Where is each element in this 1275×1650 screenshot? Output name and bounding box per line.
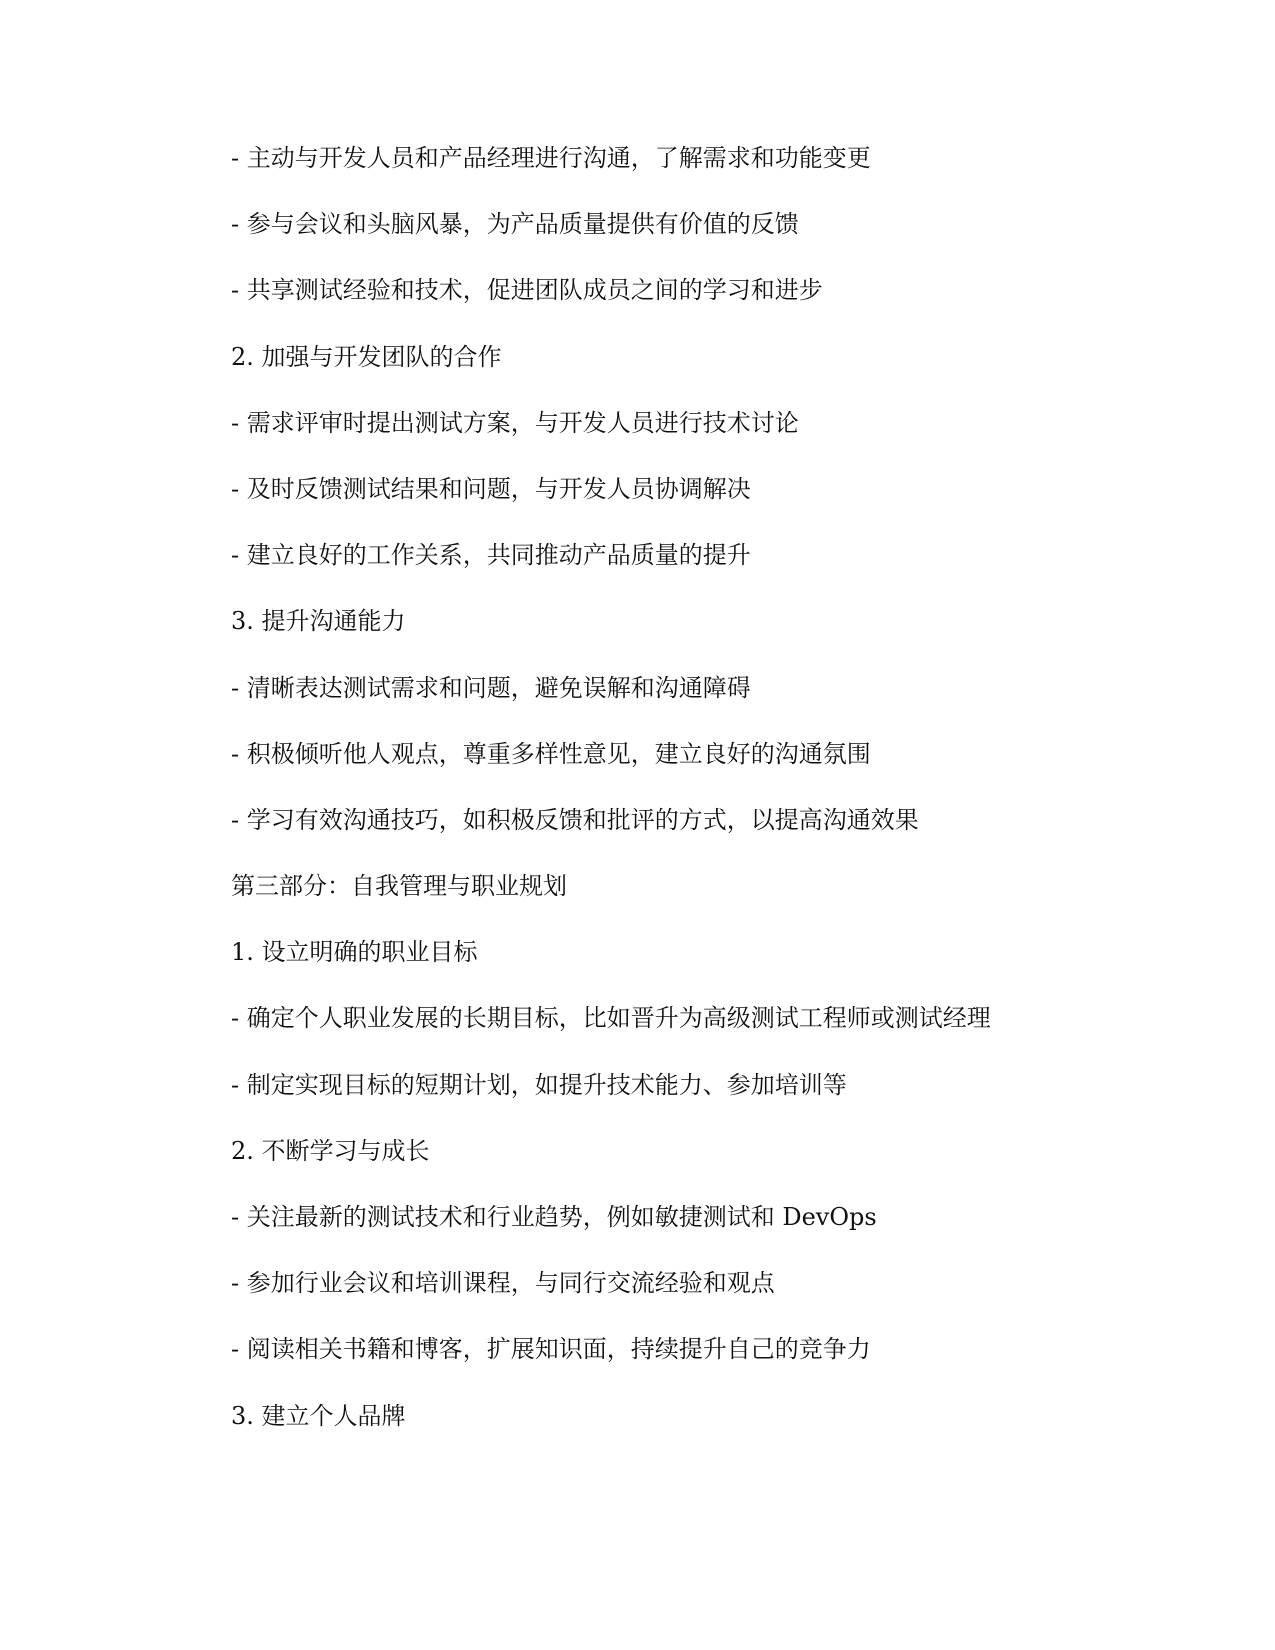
body-line: - 共享测试经验和技术，促进团队成员之间的学习和进步: [231, 276, 823, 305]
body-line: - 关注最新的测试技术和行业趋势，例如敏捷测试和 DevOps: [231, 1203, 877, 1231]
section-heading: 2. 不断学习与成长: [231, 1136, 430, 1165]
body-line: - 学习有效沟通技巧，如积极反馈和批评的方式，以提高沟通效果: [231, 805, 919, 834]
part-heading: 第三部分：自我管理与职业规划: [231, 872, 567, 901]
section-heading: 3. 提升沟通能力: [231, 607, 406, 636]
body-line: - 及时反馈测试结果和问题，与开发人员协调解决: [231, 474, 751, 503]
body-line: - 确定个人职业发展的长期目标，比如晋升为高级测试工程师或测试经理: [231, 1004, 991, 1033]
body-line: - 参与会议和头脑风暴，为产品质量提供有价值的反馈: [231, 210, 799, 239]
body-line: - 参加行业会议和培训课程，与同行交流经验和观点: [231, 1269, 775, 1298]
document-body: [231, 141, 1131, 1465]
body-line: - 建立良好的工作关系，共同推动产品质量的提升: [231, 541, 751, 570]
section-heading: 1. 设立明确的职业目标: [231, 938, 478, 967]
body-line: - 清晰表达测试需求和问题，避免误解和沟通障碍: [231, 673, 751, 702]
body-line: - 主动与开发人员和产品经理进行沟通，了解需求和功能变更: [231, 144, 871, 172]
body-line: - 阅读相关书籍和博客，扩展知识面，持续提升自己的竞争力: [231, 1335, 871, 1364]
body-line: - 制定实现目标的短期计划，如提升技术能力、参加培训等: [231, 1070, 847, 1099]
body-line: - 积极倾听他人观点，尊重多样性意见，建立良好的沟通氛围: [231, 739, 871, 768]
body-line: - 需求评审时提出测试方案，与开发人员进行技术讨论: [231, 408, 799, 437]
section-heading: 3. 建立个人品牌: [231, 1401, 406, 1430]
section-heading: 2. 加强与开发团队的合作: [231, 342, 502, 371]
